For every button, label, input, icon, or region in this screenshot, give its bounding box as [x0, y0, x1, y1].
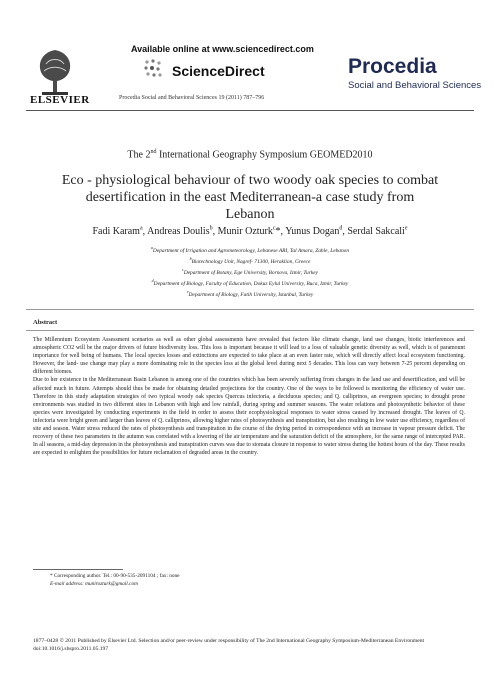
copyright-text: 1877–0428 © 2011 Published by Elsevier Ltd. Selection and/or peer-review under responsibility of The 2nd International Geography Symposium-Mediterranean Environment: [33, 638, 425, 644]
affiliation-list: [60, 244, 440, 299]
procedia-logo-subtitle: Social and Behavioral Sciences: [348, 80, 482, 91]
affiliation: $^e$Department of Biology, Fatih University, Istanbul, Turkey: [186, 289, 314, 298]
abstract-heading: Abstract: [33, 319, 58, 326]
author: Fadi Karam$^a$,: [92, 226, 148, 238]
procedia-logo-title: Procedia: [348, 55, 437, 78]
header-rule: [26, 110, 474, 111]
author: Yunus Dogan$^d$,: [285, 226, 348, 238]
abstract-body: [33, 336, 465, 457]
affiliation: $^a$Department of Irrigation and Agrometeorology, Lebanese ARI, Tal Amara, Zahle, Lebanon: [150, 245, 350, 254]
author-list: [30, 226, 470, 237]
abstract-heading-rule: [26, 330, 474, 331]
corresponding-footnote: * Corresponding author. Tel.: 00-90-535-2091104 ; fax: none E-mail address: munirozturk@gmail.com: [50, 573, 180, 587]
sciencedirect-brand: ScienceDirect: [172, 63, 265, 79]
abstract-paragraph: Due to her existence in the Mediterranean Basin Lebanon is among one of the countries which has been severely suffering from changes in the land use and desertification, and will be affected much in future. Attempts should thus be made for obtaining detailed projections for the country. One of the ways to be followed is monitoring the efficiency of water use. Therefore in this study adaptation strategies of two typical woody oak species Quercus infectoria, a deciduous species; and Q. calliprinos, an evergreen species; to drought prone environments was studied in two different sites in Lebanon with high and low rainfall, during spring and summer seasons. The water relations and photosynthetic behavior of these species were investigated by conducting experiments in the field in order to assess their ecophysiological responses to water stress caused by increased drought. The leaves of Q. infectoria were bright green and larger than leaves of Q. calliprinos, allowing higher rates of photosynthesis and transpiration, but also resulting in low water use efficiency, regardless of site and season. Water stress reduced the rates of photosynthesis and transpiration in the course of the drying period in correspondence with an increase in vapour pressure deficit. The recovery of these two parameters in the autumn was correlated with a lowering of the air temperature and the saturation deficit of the atmosphere, for the same range of intercepted PAR. In all seasons, a mid-day depression in the photosynthesis and transpiration curves was due to stomata closure in response to water stress during the hottest hours of the day. These results are expected to enlighten the possibilities for future reclamation of degraded areas in the country.: [33, 377, 465, 457]
abstract-top-rule: [26, 309, 474, 310]
email-link[interactable]: munirozturk@gmail.com: [85, 581, 138, 587]
author: Munir Ozturk$^c$*,: [217, 226, 286, 238]
elsevier-brand: ELSEVIER: [30, 94, 90, 106]
doi-link[interactable]: doi:10.1016/j.sbspro.2011.05.197: [33, 646, 109, 653]
affiliation: $^d$Department of Biology, Faculty of Education, Dokuz Eylul University, Buca, Izmir, Turkey: [151, 278, 349, 287]
symposium-line: The 2nd International Geography Symposium GEOMED2010: [127, 149, 373, 161]
copyright-block: [33, 637, 465, 653]
journal-citation: Procedia Social and Behavioral Sciences 19 (2011) 787–796: [119, 95, 265, 101]
author: Andreas Doulis$^b$,: [147, 226, 218, 238]
elsevier-tree-logo: [34, 44, 76, 98]
author: Serdal Sakcali$^e$: [347, 226, 408, 238]
footnote-rule: [33, 569, 123, 570]
affiliation: $^c$Department of Botany, Ege University, Bornova, Izmir, Turkey: [181, 267, 319, 276]
abstract-paragraph: The Millennium Ecosystem Assessment scenarios as well as other global assessments have revealed that factors like climate change, land use changes, biotic interferences and atmospheric CO2 will be the major drivers of future biodiversity loss. This loss is important because it will lead to a loss of valuable genetic diversity as well, which is of paramount importance for well being of humans. The local species losses and extinctions are expected to take place at an even faster rate, which will directly affect local ecosystem functioning. However, the land- use change may play a more dominating role in the species loss at the global level during next 5 decades. This loss can vary between 7-25 percent depending on different biomes.: [33, 337, 465, 376]
paper-title: Eco - physiological behaviour of two woody oak species to combat desertification in the east Mediterranean-a case study from Lebanon: [61, 173, 439, 222]
sciencedirect-dots-logo: [143, 58, 165, 80]
available-online-text[interactable]: Available online at www.sciencedirect.com: [131, 44, 314, 54]
affiliation: $^b$Biotechnology Unit, Nagref- 71300, Heraklion, Greece: [189, 256, 311, 265]
